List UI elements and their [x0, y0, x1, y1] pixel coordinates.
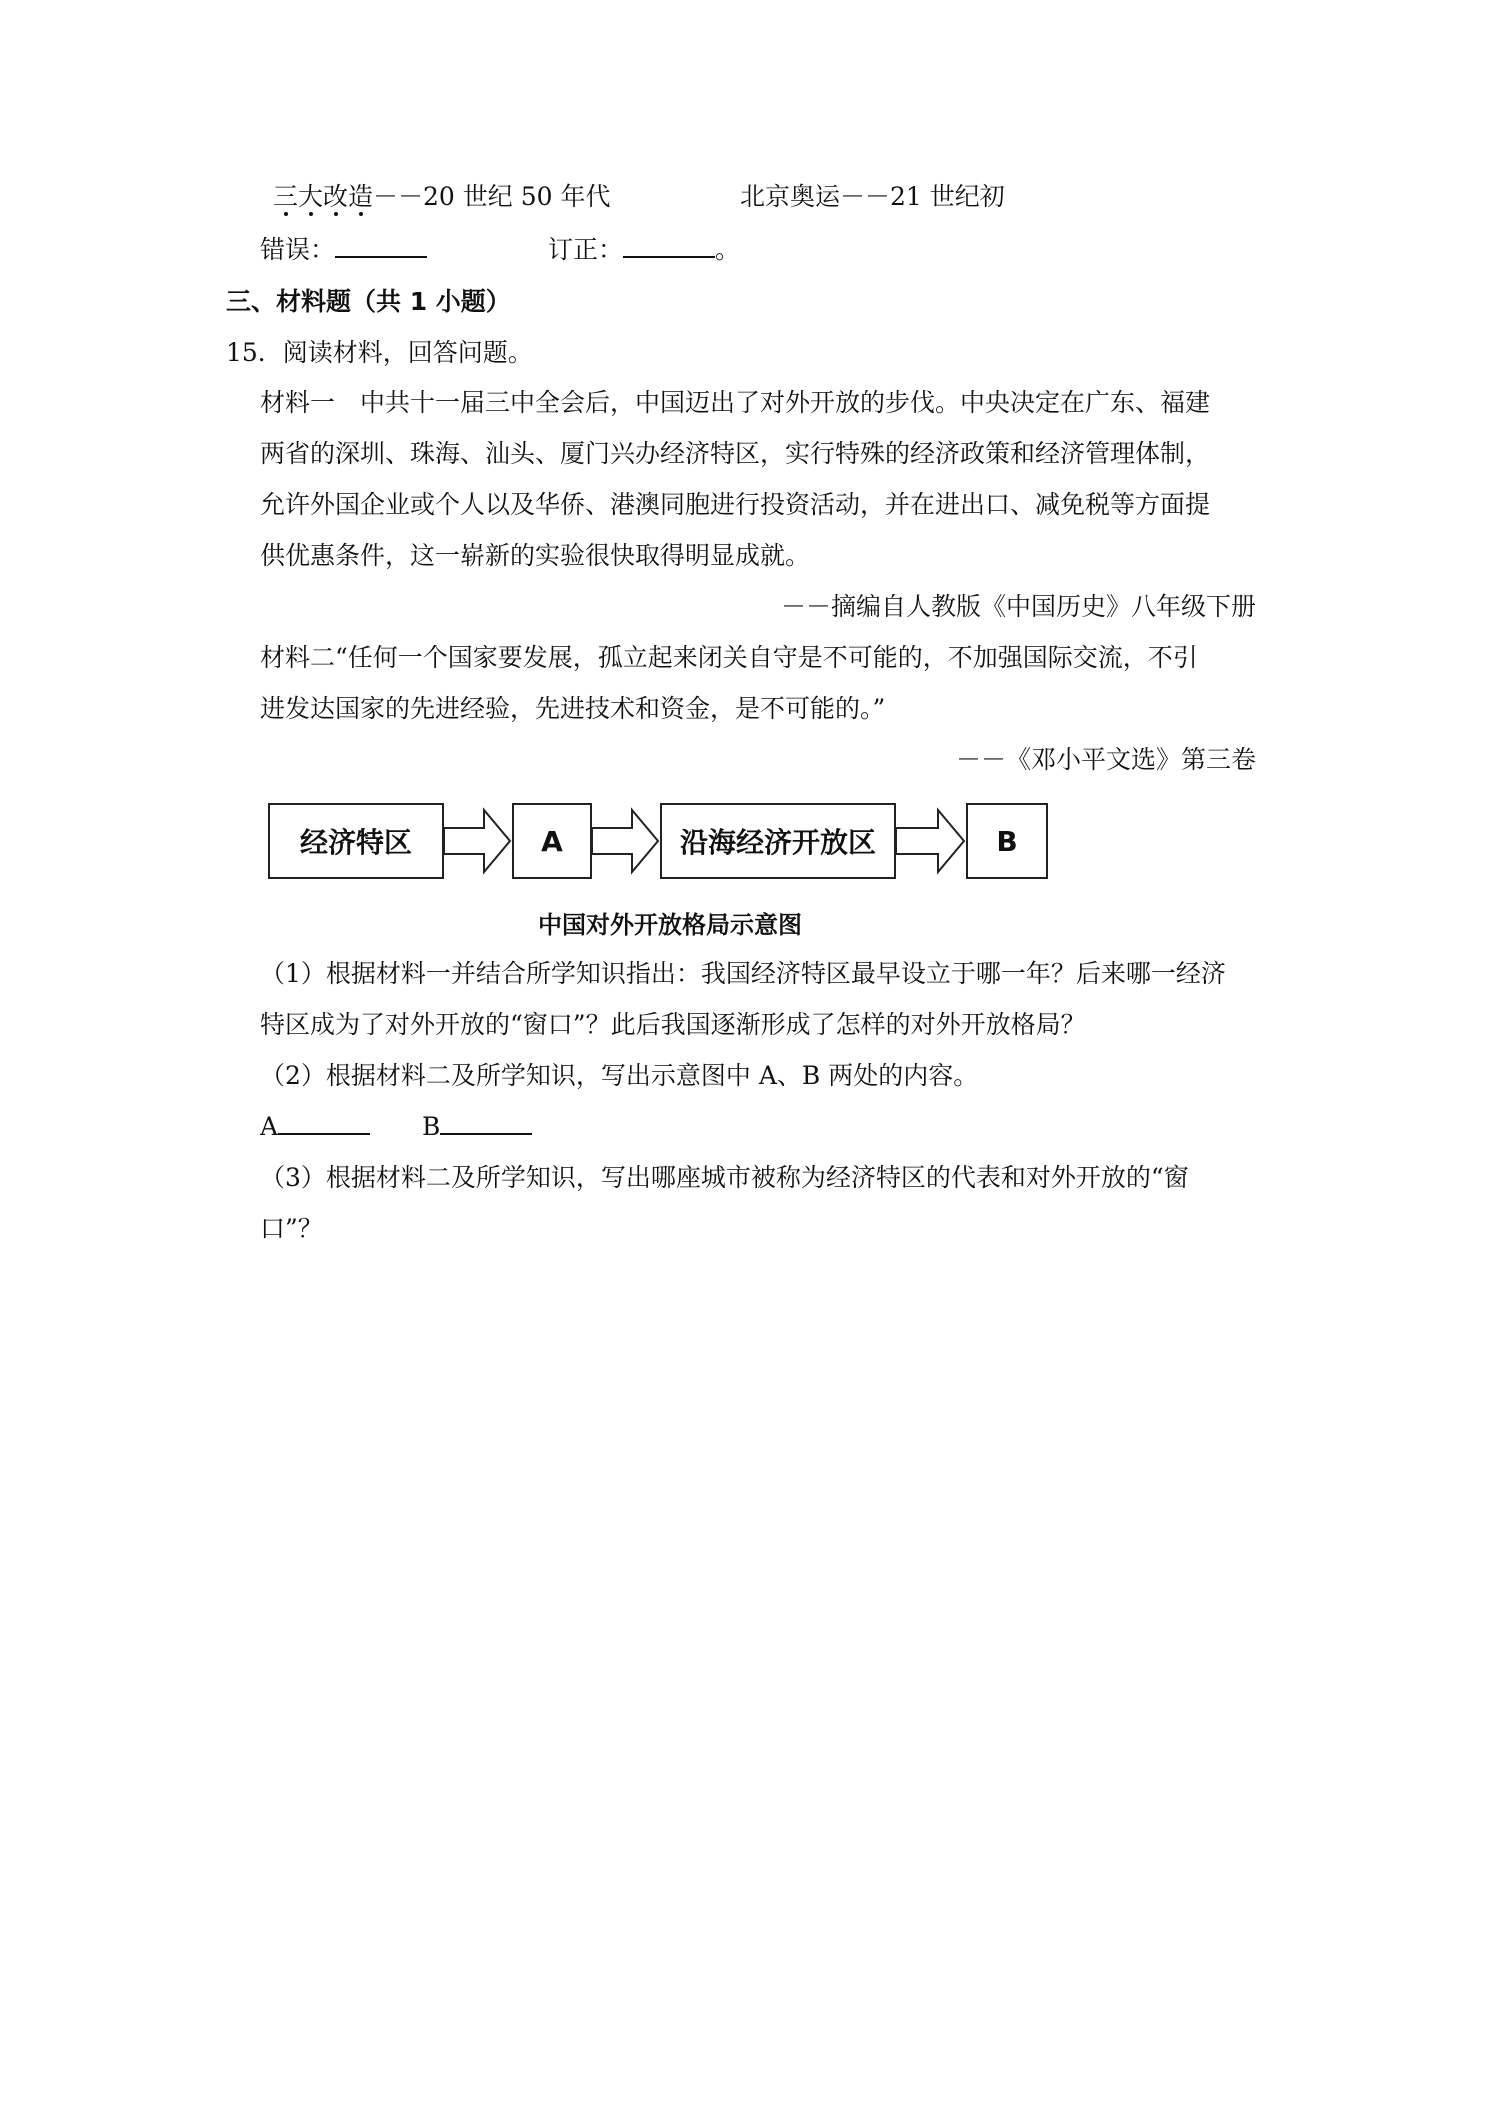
arrow-icon [444, 806, 512, 876]
material1-line: 供优惠条件，这一崭新的实验很快取得明显成就。 [260, 541, 811, 570]
question-15: 15．阅读材料，回答问题。 [226, 338, 533, 367]
answer-b-line [422, 1110, 532, 1144]
diagram-caption: 中国对外开放格局示意图 [538, 911, 802, 939]
item-three-reforms [273, 180, 610, 214]
subquestion-1-line: （1）根据材料一并结合所学知识指出：我国经济特区最早设立于哪一年？后来哪一经济 [260, 959, 1226, 988]
material2-line: 进发达国家的先进经验，先进技术和资金，是不可能的。” [260, 694, 886, 723]
subquestion-3-line: 口”？ [260, 1214, 323, 1243]
diagram-box-coastal-zone: 沿海经济开放区 [660, 803, 896, 879]
answer-b-blank[interactable] [440, 1111, 532, 1135]
answer-b-label: B [422, 1112, 441, 1141]
dotted-text: 三大改造 [273, 182, 374, 211]
material1-source: －－摘编自人教版《中国历史》八年级下册 [780, 592, 1256, 621]
error-blank[interactable] [335, 234, 427, 258]
material1-line: 两省的深圳、珠海、汕头、厦门兴办经济特区，实行特殊的经济政策和经济管理体制， [260, 439, 1211, 468]
error-line [260, 233, 427, 267]
diagram-box-a: A [512, 803, 592, 879]
arrow-icon [896, 806, 966, 876]
material1-line: 材料一 中共十一届三中全会后，中国迈出了对外开放的步伐。中央决定在广东、福建 [260, 388, 1211, 417]
section-heading: 三、材料题（共 1 小题） [226, 287, 511, 316]
diagram-box-special-zones: 经济特区 [268, 803, 444, 879]
material2-line: 材料二“任何一个国家要发展，孤立起来闭关自守是不可能的，不加强国际交流，不引 [260, 643, 1198, 672]
error-label: 错误： [260, 235, 336, 264]
subquestion-3-line: （3）根据材料二及所学知识，写出哪座城市被称为经济特区的代表和对外开放的“窗 [260, 1163, 1189, 1192]
answer-a-line [260, 1110, 370, 1144]
answer-a-label: A [260, 1112, 279, 1141]
emphasis-dots [273, 212, 373, 220]
correct-blank[interactable] [623, 234, 715, 258]
material1-line: 允许外国企业或个人以及华侨、港澳同胞进行投资活动，并在进出口、减免税等方面提 [260, 490, 1211, 519]
item-beijing-olympics: 北京奥运－－21 世纪初 [740, 182, 1005, 211]
correct-label: 订正： [548, 235, 624, 264]
period: 。 [715, 235, 741, 264]
correct-line [548, 233, 740, 267]
item1-date: －－20 世纪 50 年代 [373, 182, 611, 211]
diagram-box-b: B [966, 803, 1048, 879]
subquestion-2: （2）根据材料二及所学知识，写出示意图中 A、B 两处的内容。 [260, 1061, 979, 1090]
arrow-icon [592, 806, 660, 876]
subquestion-1-line: 特区成为了对外开放的“窗口”？此后我国逐渐形成了怎样的对外开放格局？ [260, 1010, 1086, 1039]
material2-source: －－《邓小平文选》第三卷 [955, 745, 1256, 774]
answer-a-blank[interactable] [278, 1111, 370, 1135]
dotted-emphasis-text [273, 180, 373, 214]
